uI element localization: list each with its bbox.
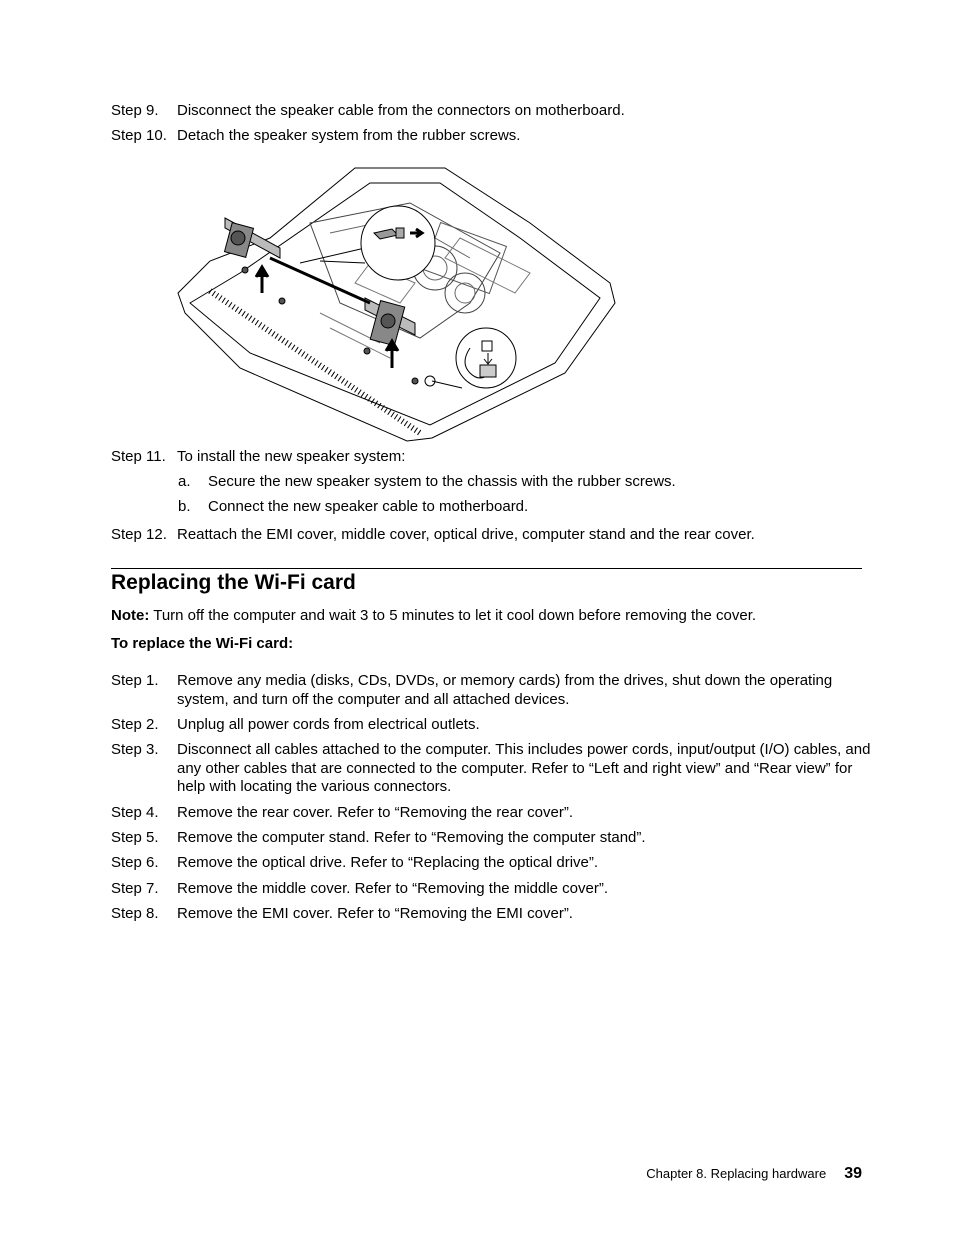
wifi-step-8 xyxy=(111,905,871,924)
step-10 xyxy=(111,127,871,146)
step-text: Detach the speaker system from the rubber screws. xyxy=(177,127,521,144)
substep-text: Connect the new speaker cable to motherboard. xyxy=(208,498,529,515)
step-label: Step 3. xyxy=(111,741,159,758)
substep-text: Secure the new speaker system to the chassis with the rubber screws. xyxy=(208,473,676,490)
step-label: Step 11. xyxy=(111,448,166,465)
chapter-label: Chapter 8. Replacing hardware xyxy=(646,1166,827,1181)
wifi-step-7 xyxy=(111,880,871,899)
substep-a xyxy=(178,473,878,492)
step-text: To install the new speaker system: xyxy=(177,448,406,465)
step-label: Step 5. xyxy=(111,829,159,846)
step-label: Step 2. xyxy=(111,716,159,733)
wifi-step-2 xyxy=(111,716,871,735)
substep-label: a. xyxy=(178,473,191,490)
note-label: Note: xyxy=(111,607,150,624)
step-label: Step 4. xyxy=(111,804,159,821)
step-text: Remove the computer stand. Refer to “Removing the computer stand”. xyxy=(177,829,646,846)
section-title: Replacing the Wi-Fi card xyxy=(111,571,356,594)
wifi-step-5 xyxy=(111,829,871,848)
step-label: Step 9. xyxy=(111,102,159,119)
wifi-step-4 xyxy=(111,804,871,823)
step-text: Remove the middle cover. Refer to “Removing the middle cover”. xyxy=(177,880,609,897)
step-9 xyxy=(111,102,871,121)
note-text: Turn off the computer and wait 3 to 5 minutes to let it cool down before removing the cover. xyxy=(149,607,757,624)
step-label: Step 1. xyxy=(111,672,159,689)
step-text: Remove the optical drive. Refer to “Replacing the optical drive”. xyxy=(177,854,599,871)
step-text: Remove any media (disks, CDs, DVDs, or memory cards) from the drives, shut down the operating system, and turn off the computer and all attached devices. xyxy=(177,672,833,708)
note xyxy=(111,607,871,624)
page-number: 39 xyxy=(844,1165,862,1182)
step-label: Step 7. xyxy=(111,880,159,897)
step-text: Disconnect the speaker cable from the connectors on motherboard. xyxy=(177,102,625,119)
step-text: Disconnect all cables attached to the computer. This includes power cords, input/output (I/O) cables, and any other cables that are connected to the computer. Refer to “Left and right view” and “Rear view” for help with locating the various connectors. xyxy=(177,741,871,795)
procedure-heading: To replace the Wi-Fi card: xyxy=(111,635,294,652)
step-text: Unplug all power cords from electrical outlets. xyxy=(177,716,480,733)
step-text: Remove the rear cover. Refer to “Removing the rear cover”. xyxy=(177,804,573,821)
wifi-step-1 xyxy=(111,672,871,709)
step-11 xyxy=(111,448,871,467)
step-label: Step 6. xyxy=(111,854,159,871)
wifi-step-3 xyxy=(111,741,871,797)
substep-label: b. xyxy=(178,498,191,515)
speaker-removal-illustration xyxy=(170,163,625,443)
page-footer xyxy=(646,1165,862,1183)
step-12 xyxy=(111,526,871,545)
substep-b xyxy=(178,498,878,517)
step-label: Step 12. xyxy=(111,526,167,543)
wifi-step-6 xyxy=(111,854,871,873)
section-divider xyxy=(111,568,862,569)
step-text: Remove the EMI cover. Refer to “Removing the EMI cover”. xyxy=(177,905,573,922)
step-label: Step 10. xyxy=(111,127,167,144)
step-text: Reattach the EMI cover, middle cover, optical drive, computer stand and the rear cover. xyxy=(177,526,755,543)
step-label: Step 8. xyxy=(111,905,159,922)
